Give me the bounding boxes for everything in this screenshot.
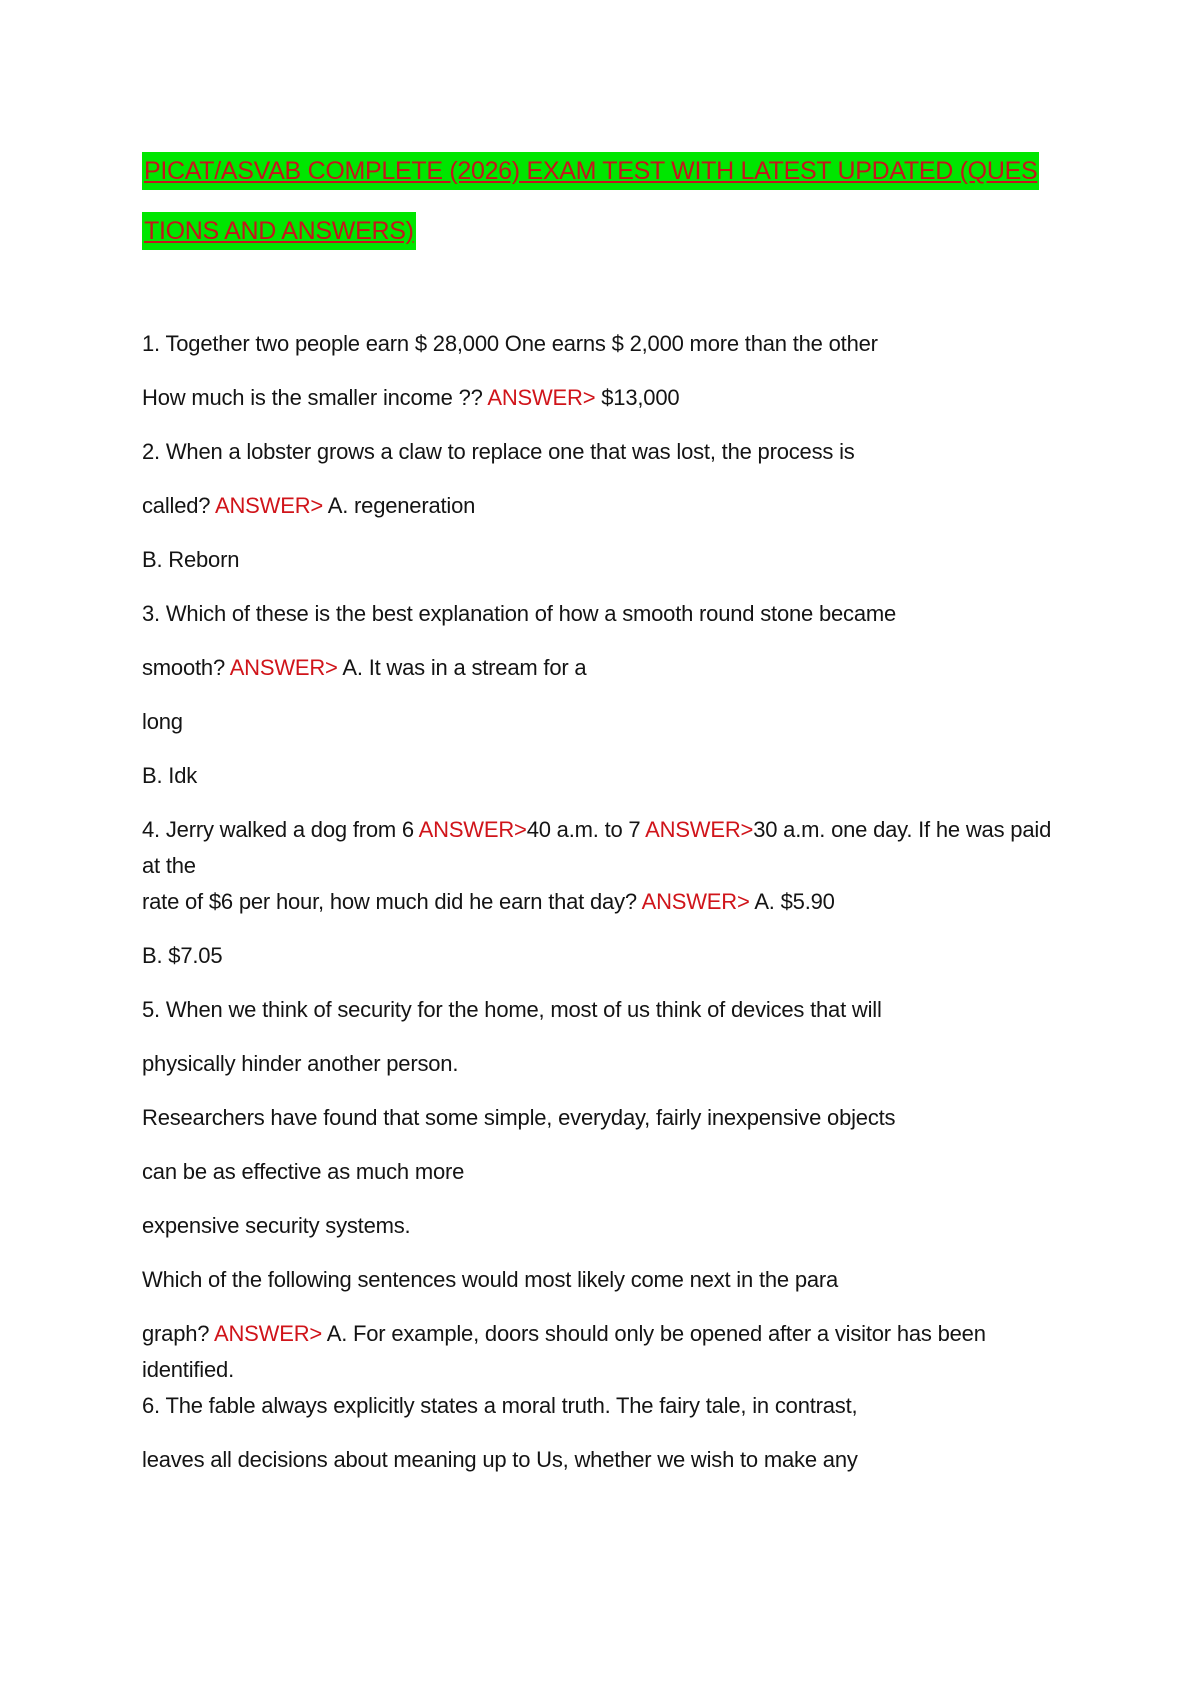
line-text: 1. Together two people earn $ 28,000 One earns $ 2,000 more than the other	[142, 331, 878, 356]
text-line	[142, 1316, 1072, 1388]
line-text: 3. Which of these is the best explanation of how a smooth round stone became	[142, 601, 897, 626]
line-text: B. Reborn	[142, 547, 240, 572]
text-line	[142, 1100, 1102, 1154]
line-text: A. It was in a stream for a	[337, 655, 587, 680]
line-text: 6. The fable always explicitly states a moral truth. The fairy tale, in contrast,	[142, 1393, 858, 1418]
line-text: physically hinder another person.	[142, 1051, 459, 1076]
text-line	[142, 938, 1102, 992]
line-text: Researchers have found that some simple, everyday, fairly inexpensive objects	[142, 1105, 896, 1130]
text-line	[142, 1154, 1102, 1208]
answer-marker: ANSWER>	[487, 385, 596, 410]
text-line	[142, 1262, 1102, 1316]
line-text: A. $5.90	[749, 889, 835, 914]
line-text: Which of the following sentences would most likely come next in the para	[142, 1267, 839, 1292]
line-text: smooth?	[142, 655, 230, 680]
line-text: B. $7.05	[142, 943, 223, 968]
text-line	[142, 812, 1072, 884]
answer-marker: ANSWER>	[215, 493, 324, 518]
line-text: graph?	[142, 1321, 215, 1346]
line-text: 2. When a lobster grows a claw to replace one that was lost, the process is	[142, 439, 855, 464]
text-line	[142, 758, 1102, 812]
title-line-1: PICAT/ASVAB COMPLETE (2026) EXAM TEST WITH LATEST UPDATED (QUES	[142, 152, 1039, 190]
line-text: How much is the smaller income ??	[142, 385, 488, 410]
line-text: 30 a.m. one day. If he was paid at the	[142, 817, 1052, 878]
line-text: called?	[142, 493, 216, 518]
line-text: 4. Jerry walked a dog from 6	[142, 817, 419, 842]
text-line	[142, 1046, 1102, 1100]
text-line	[142, 488, 1102, 542]
line-text: can be as effective as much more	[142, 1159, 465, 1184]
line-text: A. For example, doors should only be opened after a visitor has been identified.	[142, 1321, 986, 1382]
title-line-2: TIONS AND ANSWERS)	[142, 212, 416, 250]
answer-marker: ANSWER>	[418, 817, 527, 842]
question-list	[142, 326, 1102, 1496]
answer-marker: ANSWER>	[641, 889, 750, 914]
text-line	[142, 1442, 1102, 1496]
line-text: expensive security systems.	[142, 1213, 411, 1238]
text-line	[142, 650, 1102, 704]
line-text: B. Idk	[142, 763, 198, 788]
text-line	[142, 380, 1102, 434]
line-text: 40 a.m. to 7	[526, 817, 646, 842]
line-text: rate of $6 per hour, how much did he earn that day?	[142, 889, 642, 914]
line-text: 5. When we think of security for the home, most of us think of devices that will	[142, 997, 882, 1022]
line-text: long	[142, 709, 183, 734]
text-line	[142, 542, 1102, 596]
answer-marker: ANSWER>	[214, 1321, 323, 1346]
answer-marker: ANSWER>	[229, 655, 338, 680]
text-line	[142, 1208, 1102, 1262]
text-line	[142, 434, 1102, 488]
answer-marker: ANSWER>	[645, 817, 754, 842]
text-line	[142, 1388, 1072, 1442]
document-title	[142, 150, 1102, 270]
document-page	[142, 150, 1102, 1496]
text-line	[142, 884, 1102, 938]
text-line	[142, 596, 1102, 650]
text-line	[142, 992, 1072, 1046]
text-line	[142, 326, 1102, 380]
line-text: leaves all decisions about meaning up to Us, whether we wish to make any	[142, 1447, 858, 1472]
line-text: A. regeneration	[323, 493, 476, 518]
text-line	[142, 704, 1102, 758]
line-text: $13,000	[595, 385, 680, 410]
